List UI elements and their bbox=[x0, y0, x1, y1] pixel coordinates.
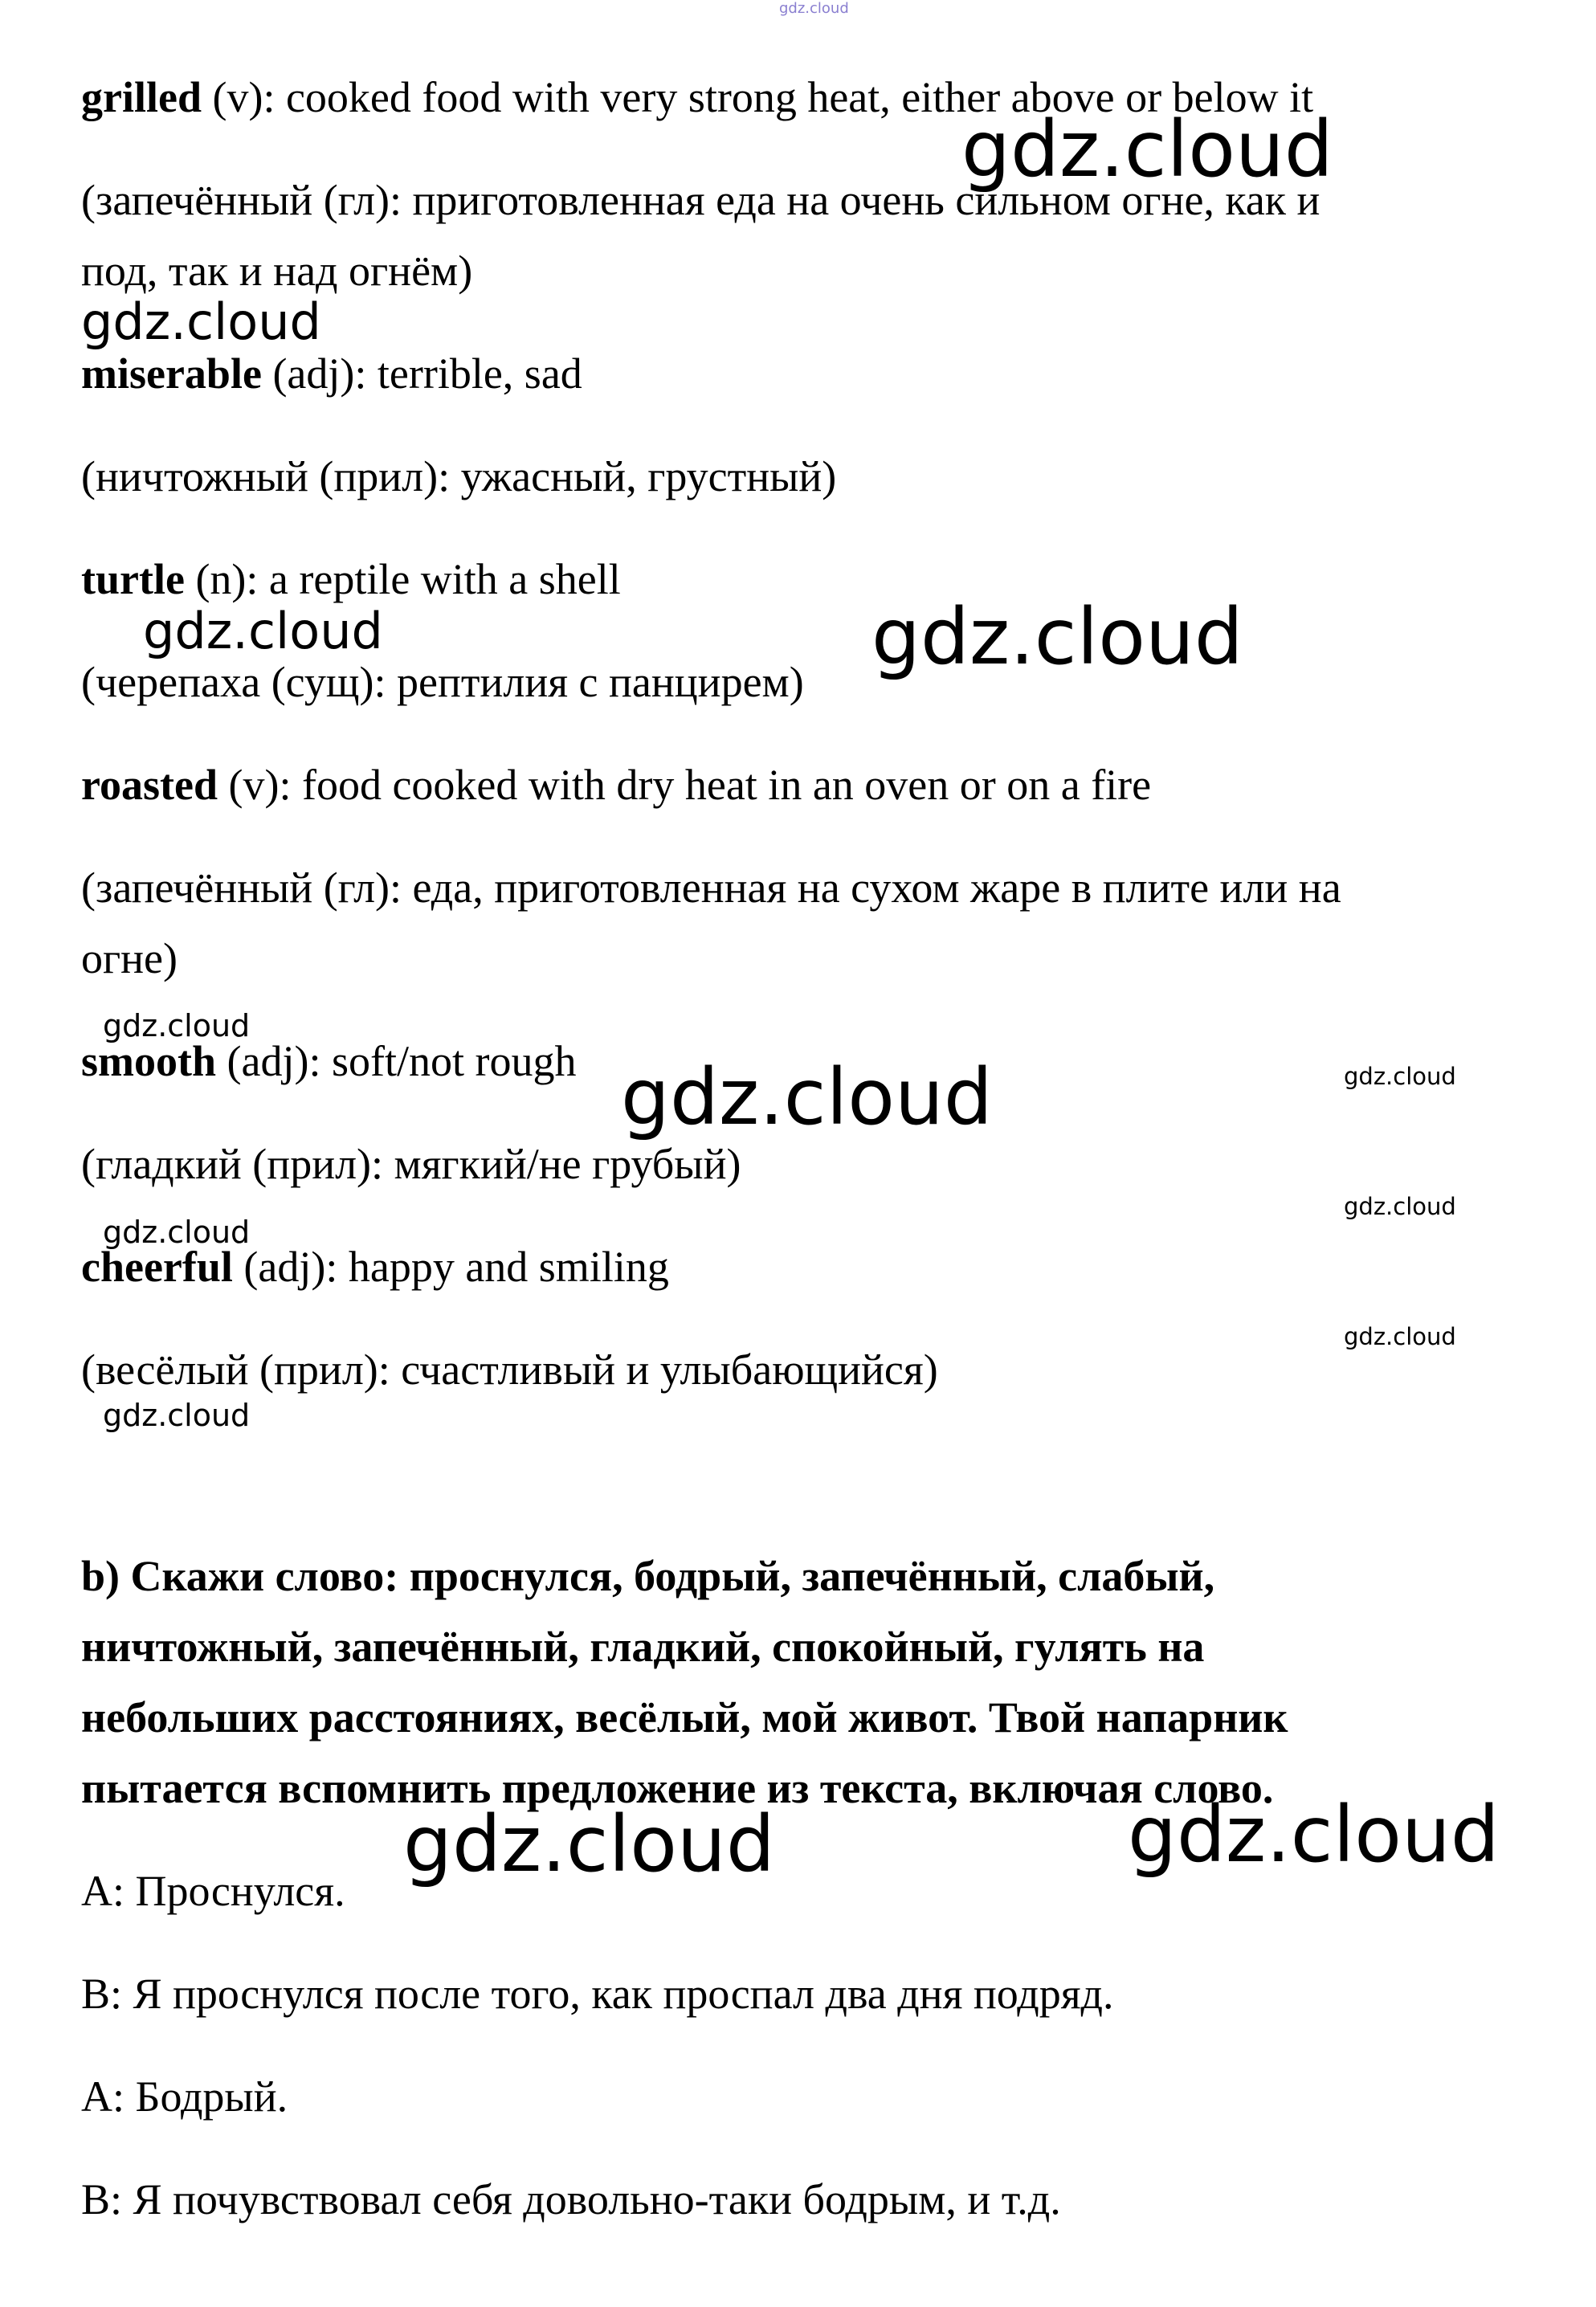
vocab-term: miserable bbox=[81, 349, 262, 398]
vocab-translation: (весёлый (прил): счастливый и улыбающийся) bbox=[81, 1345, 938, 1394]
dialogue-line: A: Бодрый. bbox=[81, 2072, 288, 2121]
header-watermark: gdz.cloud bbox=[779, 0, 849, 17]
dialogue-line: A: Проснулся. bbox=[81, 1867, 345, 1915]
vocab-definition: (v): cooked food with very strong heat, either above or below it bbox=[201, 73, 1314, 121]
task-b-line: ничтожный, запечённый, гладкий, спокойный, гулять на bbox=[81, 1623, 1205, 1671]
watermark: gdz.cloud bbox=[103, 1008, 251, 1043]
watermark: gdz.cloud bbox=[871, 592, 1243, 682]
watermark: gdz.cloud bbox=[1344, 1063, 1456, 1090]
vocab-entry-miserable bbox=[81, 348, 582, 399]
vocab-translation: под, так и над огнём) bbox=[81, 247, 473, 295]
vocab-translation: (запечённый (гл): приготовленная еда на очень сильном огне, как и bbox=[81, 176, 1320, 224]
task-b-line: b) Скажи слово: проснулся, бодрый, запечённый, слабый, bbox=[81, 1552, 1215, 1600]
watermark: gdz.cloud bbox=[1128, 1790, 1500, 1880]
vocab-definition: (n): a reptile with a shell bbox=[184, 555, 621, 603]
watermark: gdz.cloud bbox=[1344, 1323, 1456, 1350]
watermark: gdz.cloud bbox=[621, 1052, 993, 1142]
watermark: gdz.cloud bbox=[103, 1398, 251, 1433]
vocab-translation: (черепаха (сущ): рептилия с панцирем) bbox=[81, 658, 804, 706]
vocab-definition: (adj): terrible, sad bbox=[261, 349, 582, 398]
vocab-definition: (adj): soft/not rough bbox=[216, 1037, 577, 1085]
vocab-entry-turtle bbox=[81, 553, 621, 605]
vocab-definition: (adj): happy and smiling bbox=[232, 1243, 669, 1291]
vocab-term: grilled bbox=[81, 73, 202, 121]
vocab-term: roasted bbox=[81, 761, 218, 809]
vocab-term: cheerful bbox=[81, 1243, 233, 1291]
watermark: gdz.cloud bbox=[1344, 1193, 1456, 1220]
vocab-translation: (гладкий (прил): мягкий/не грубый) bbox=[81, 1140, 741, 1188]
task-b-line: пытается вспомнить предложение из текста, включая слово. bbox=[81, 1764, 1274, 1812]
vocab-definition: (v): food cooked with dry heat in an oven or on a fire bbox=[218, 761, 1152, 809]
vocab-entry-roasted bbox=[81, 759, 1151, 811]
dialogue-line: B: Я проснулся после того, как проспал два дня подряд. bbox=[81, 1970, 1114, 2018]
vocab-term: smooth bbox=[81, 1037, 217, 1085]
vocab-term: turtle bbox=[81, 555, 185, 603]
vocab-translation: (ничтожный (прил): ужасный, грустный) bbox=[81, 452, 837, 500]
watermark: gdz.cloud bbox=[961, 104, 1333, 194]
watermark: gdz.cloud bbox=[403, 1799, 775, 1889]
watermark: gdz.cloud bbox=[143, 602, 383, 660]
task-b-line: небольших расстояниях, весёлый, мой живот. Твой напарник bbox=[81, 1693, 1288, 1741]
vocab-translation: огне) bbox=[81, 934, 178, 982]
dialogue-line: B: Я почувствовал себя довольно-таки бодрым, и т.д. bbox=[81, 2175, 1061, 2223]
watermark: gdz.cloud bbox=[103, 1215, 251, 1250]
watermark: gdz.cloud bbox=[81, 292, 321, 351]
vocab-translation: (запечённый (гл): еда, приготовленная на сухом жаре в плите или на bbox=[81, 864, 1341, 912]
